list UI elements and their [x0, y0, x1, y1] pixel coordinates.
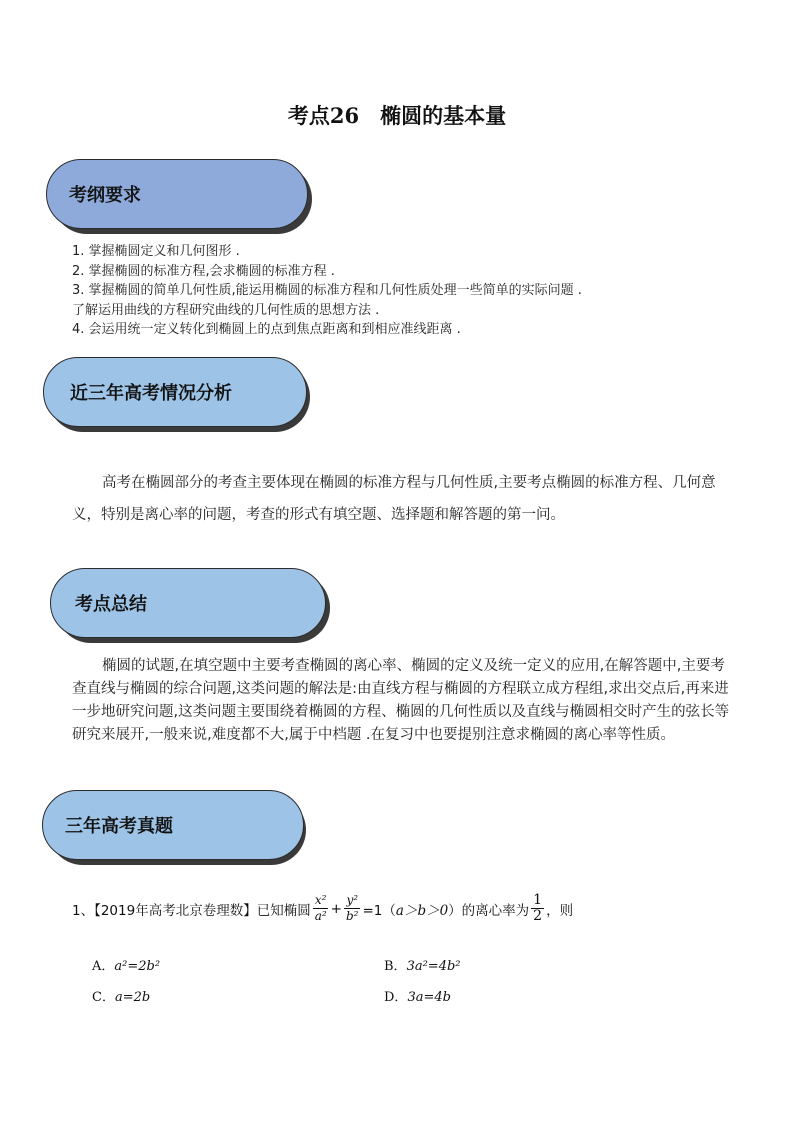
option-value: a=2b [114, 990, 151, 1005]
question-1 [72, 893, 573, 924]
section-header-analysis [43, 357, 307, 427]
option-c [92, 986, 150, 1005]
option-value: 3a²=4b² [406, 959, 461, 974]
option-label: C． [92, 990, 115, 1005]
section-title: 近三年高考情况分析 [70, 383, 232, 404]
fraction-denominator: 2 [533, 908, 543, 924]
question-prefix: 1、【2019年高考北京卷理数】已知椭圆 [72, 902, 311, 919]
section-title: 三年高考真题 [65, 816, 173, 837]
list-item: 1. 掌握椭圆定义和几何图形 . [72, 244, 240, 259]
list-item: 了解运用曲线的方程研究曲线的几何性质的思想方法 . [72, 302, 380, 318]
option-b [384, 955, 461, 974]
option-a [92, 955, 160, 974]
section-title: 考点总结 [75, 594, 147, 615]
option-value: a²=2b² [114, 959, 161, 974]
option-d [384, 986, 451, 1005]
fraction-numerator: y² [346, 893, 359, 907]
list-item: 4. 会运用统一定义转化到椭圆上的点到焦点距离和到相应准线距离 . [72, 322, 461, 337]
requirements-list [72, 242, 762, 340]
option-label: B． [384, 959, 407, 974]
list-item: 3. 掌握椭圆的简单几何性质,能运用椭圆的标准方程和几何性质处理一些简单的实际问题 . [72, 283, 582, 298]
plus-sign: + [330, 900, 342, 917]
section-header-summary [50, 568, 326, 638]
option-value: 3a=4b [407, 990, 451, 1005]
page-title: 考点26 椭圆的基本量 [287, 103, 507, 128]
question-mid: ）的离心率为 [448, 902, 530, 919]
fraction-x2-a2 [313, 893, 329, 924]
list-item: 2. 掌握椭圆的标准方程,会求椭圆的标准方程 . [72, 263, 335, 279]
option-label: D． [384, 990, 408, 1005]
section-header-exam-questions [42, 790, 304, 860]
fraction-denominator: b² [345, 909, 359, 923]
option-label: A． [92, 959, 115, 974]
section-title: 考纲要求 [69, 185, 141, 206]
fraction-y2-b2 [344, 893, 361, 924]
analysis-paragraph: 高考在椭圆部分的考查主要体现在椭圆的标准方程与几何性质,主要考点椭圆的标准方程、几何意义，特别是离心率的问题，考查的形式有填空题、选择题和解答题的第一问。 [72, 475, 716, 523]
equals-one: =1（ [362, 902, 396, 919]
section-header-requirements [46, 159, 308, 229]
fraction-denominator: a² [314, 909, 327, 923]
condition: a＞b＞0 [395, 902, 449, 919]
summary-paragraph: 椭圆的试题,在填空题中主要考查椭圆的离心率、椭圆的定义及统一定义的应用,在解答题中,主要考查直线与椭圆的综合问题,这类问题的解法是:由直线方程与椭圆的方程联立成方程组,求出交点后,再来进一步地研究问题,这类问题主要围绕着椭圆的方程、椭圆的几何性质以及直线与椭圆相交时产生的弦长等研究来展开,一般来说,难度都不大,属于中档题 .在复习中也要提别注意求椭圆的离心率等性质。 [72, 658, 730, 743]
fraction-numerator: 1 [533, 892, 543, 908]
fraction-one-half [531, 893, 544, 924]
fraction-numerator: x² [314, 893, 327, 907]
question-suffix: ，则 [546, 902, 574, 919]
